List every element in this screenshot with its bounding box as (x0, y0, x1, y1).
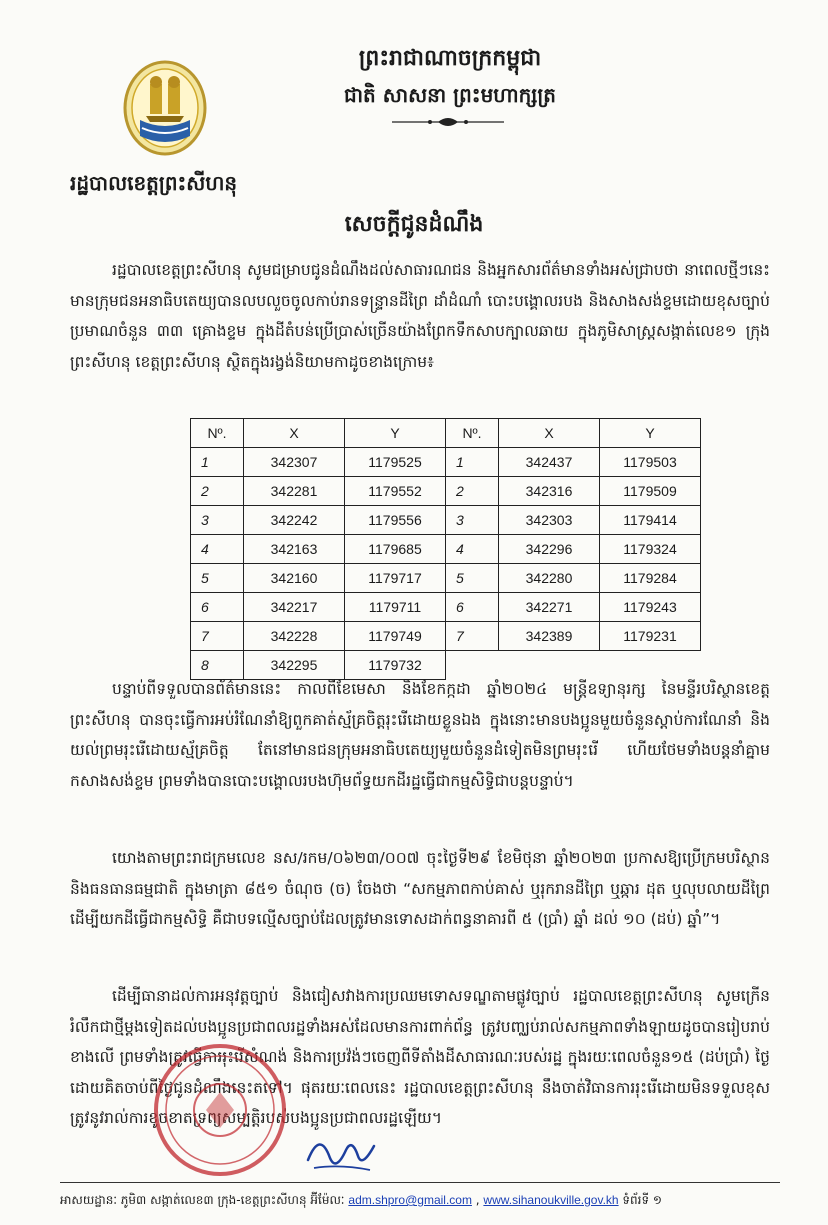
header-no-left: Nº. (191, 419, 244, 448)
table-cell: 1179503 (600, 448, 701, 477)
table-cell: 1179552 (345, 477, 446, 506)
table-cell: 1179749 (345, 622, 446, 651)
table-cell: 3 (191, 506, 244, 535)
table-cell: 342303 (499, 506, 600, 535)
provincial-emblem-logo (120, 58, 210, 158)
table-cell: 4 (446, 535, 499, 564)
table-cell: 342281 (244, 477, 345, 506)
table-cell: 1179509 (600, 477, 701, 506)
table-row (191, 622, 701, 651)
ornament-divider-icon (388, 116, 508, 128)
table-cell: 1179414 (600, 506, 701, 535)
table-cell: 5 (446, 564, 499, 593)
table-cell: 342316 (499, 477, 600, 506)
directive-paragraph: ដើម្បីធានាដល់ការអនុវត្តច្បាប់ និងជៀសវាងការប្រឈមទោសទណ្ឌតាមផ្លូវច្បាប់ រដ្ឋបាលខេត្តព្រះសីហនុ សូមក្រើនរំលឹកជាថ្មីម្តងទៀតដល់បងប្អូនប្រជាពលរដ្ឋទាំងអស់ដែលមានការពាក់ព័ន្ធ ត្រូវបញ្ឈប់រាល់សកម្មភាពទាំងឡាយដូចបានរៀបរាប់ខាងលើ ព្រមទាំងត្រូវធ្វើការរុះរើសំណង់ និងការប្រវ៉ង់ៗចេញពីទីតាំងដីសាធារណៈរបស់រដ្ឋ ក្នុងរយៈពេលចំនួន១៥ (ដប់ប្រាំ) ថ្ងៃ ដោយគិតចាប់ពីថ្ងៃជូនដំណឹងនេះតទៅ។ ផុតរយៈពេលនេះ រដ្ឋបាលខេត្តព្រះសីហនុ នឹងចាត់វិធានការរុះរើដោយមិនទទួលខុសត្រូវនូវរាល់ការខូចខាតទ្រព្យសម្បត្តិរបស់បងប្អូនប្រជាពលរដ្ឋឡើយ។ (70, 987, 770, 1127)
table-cell: 8 (191, 651, 244, 680)
table-cell: 342228 (244, 622, 345, 651)
legal-basis-paragraph: យោងតាមព្រះរាជក្រមលេខ នស/រកម/០៦២៣/០០៧ ចុះថ្ងៃទី២៩ ខែមិថុនា ឆ្នាំ២០២៣ ប្រកាសឱ្យប្រើក្រមបរិស្ថាន និងធនធានធម្មជាតិ ក្នុងមាត្រា ៨៥១ ចំណុច (ច) ចែងថា “សកម្មភាពកាប់គាស់ ឬរុករានដីព្រៃ ឬឆ្ការ ដុត ឬលុបលាយដីព្រៃ ដើម្បីយកដីធ្វើជាកម្មសិទ្ធិ គឺជាបទល្មើសច្បាប់ដែលត្រូវមានទោសដាក់ពន្ធនាគារពី ៥ (ប្រាំ) ឆ្នាំ ដល់ ១០ (ដប់) ឆ្នាំ”។ (70, 849, 770, 928)
table-cell: 1179685 (345, 535, 446, 564)
table-row (191, 506, 701, 535)
table-cell: 342242 (244, 506, 345, 535)
table-cell: 6 (191, 593, 244, 622)
table-cell: 2 (446, 477, 499, 506)
table-row (191, 564, 701, 593)
table-cell: 7 (446, 622, 499, 651)
issuing-authority: រដ្ឋបាលខេត្តព្រះសីហនុ (70, 171, 238, 195)
footer-email-link[interactable]: adm.shpro@gmail.com (348, 1193, 472, 1207)
footer-website-link[interactable]: www.sihanoukville.gov.kh (483, 1193, 619, 1207)
table-cell: 1179556 (345, 506, 446, 535)
kingdom-title: ព្រះរាជាណាចក្រកម្ពុជា (358, 45, 542, 71)
table-row (191, 535, 701, 564)
table-cell: 1179243 (600, 593, 701, 622)
footer-page-number: ទំព័រទី ១ (618, 1193, 662, 1207)
table-cell: 1179711 (345, 593, 446, 622)
table-cell: 342389 (499, 622, 600, 651)
table-cell: 342296 (499, 535, 600, 564)
table-cell: 1 (191, 448, 244, 477)
table-cell: 3 (446, 506, 499, 535)
table-cell: 2 (191, 477, 244, 506)
national-motto: ជាតិ សាសនា ព្រះមហាក្សត្រ (344, 83, 556, 107)
official-seal-stamp (150, 1040, 290, 1180)
table-cell: 342280 (499, 564, 600, 593)
table-header-row (191, 419, 701, 448)
table-cell: 1 (446, 448, 499, 477)
table-cell: 4 (191, 535, 244, 564)
table-row (191, 593, 701, 622)
footer-address: អាសយដ្ឋានៈ ភូមិ៣ សង្កាត់លេខ៣ ក្រុង-ខេត្តព្រះសីហនុ អ៊ីម៉ែលៈ (60, 1193, 345, 1207)
footer-divider (60, 1182, 780, 1183)
table-cell: 1179284 (600, 564, 701, 593)
table-cell: 342163 (244, 535, 345, 564)
intro-paragraph: រដ្ឋបាលខេត្តព្រះសីហនុ សូមជម្រាបជូនដំណឹងដល់សាធារណជន និងអ្នកសារព័ត៌មានទាំងអស់ជ្រាបថា នាពេលថ្មីៗនេះ មានក្រុមជនអនាធិបតេយ្យបានលបលួចចូលកាប់រានទន្ទ្រានដីព្រៃ ដាំដំណាំ បោះបង្គោលរបង និងសាងសង់ខ្ទមដោយខុសច្បាប់ប្រមាណចំនួន ៣៣ គ្រោងខ្ទម ក្នុងដីតំបន់ប្រើប្រាស់ច្រើនយ៉ាងព្រែកទឹកសាបក្បាលឆាយ ក្នុងភូមិសាស្ត្រសង្កាត់លេខ១ ក្រុងព្រះសីហនុ ខេត្តព្រះសីហនុ ស្ថិតក្នុងរង្វង់និយាមកាដូចខាងក្រោម៖ (70, 261, 770, 371)
table-cell: 1179324 (600, 535, 701, 564)
header-x-left: X (244, 419, 345, 448)
header-y-right: Y (600, 419, 701, 448)
header-y-left: Y (345, 419, 446, 448)
document-title: សេចក្តីជូនដំណឹង (344, 211, 484, 237)
table-cell: 342271 (499, 593, 600, 622)
table-cell: 342437 (499, 448, 600, 477)
table-cell: 342307 (244, 448, 345, 477)
footer-separator: , (471, 1193, 484, 1207)
table-cell: 1179231 (600, 622, 701, 651)
footer-contact (60, 1190, 780, 1210)
table-cell: 5 (191, 564, 244, 593)
table-cell: 7 (191, 622, 244, 651)
table-cell: 342295 (244, 651, 345, 680)
signature-scribble (300, 1120, 390, 1180)
coordinates-table (190, 418, 701, 680)
header-no-right: Nº. (446, 419, 499, 448)
followup-paragraph: បន្ទាប់ពីទទួលបានព័ត៌មាននេះ កាលពីខែមេសា និងខែកក្កដា ឆ្នាំ២០២៤ មន្ត្រីឧទ្យានុរក្ស នៃមន្ទីរបរិស្ថានខេត្តព្រះសីហនុ បានចុះធ្វើការអប់រំណែនាំឱ្យពួកគាត់ស្ម័គ្រចិត្តរុះរើដោយខ្លួនឯង ក្នុងនោះមានបងប្អូនមួយចំនួនស្តាប់ការណែនាំ និងយល់ព្រមរុះរើដោយស្ម័គ្រចិត្ត តែនៅមានជនក្រុមអនាធិបតេយ្យមួយចំនួនដំទៀតមិនព្រមរុះរើ ហើយថែមទាំងបន្តនាំគ្នាមកសាងសង់ខ្ទម ព្រមទាំងបានបោះបង្គោលរបងហ៊ុមព័ទ្ធយកដីរដ្ឋធ្វើជាកម្មសិទ្ធិជាបន្តបន្ទាប់។ (70, 680, 770, 790)
table-cell: 1179732 (345, 651, 446, 680)
table-cell: 342160 (244, 564, 345, 593)
table-cell: 1179717 (345, 564, 446, 593)
table-cell: 1179525 (345, 448, 446, 477)
header-x-right: X (499, 419, 600, 448)
table-cell: 342217 (244, 593, 345, 622)
table-row (191, 448, 701, 477)
table-cell: 6 (446, 593, 499, 622)
table-row (191, 477, 701, 506)
